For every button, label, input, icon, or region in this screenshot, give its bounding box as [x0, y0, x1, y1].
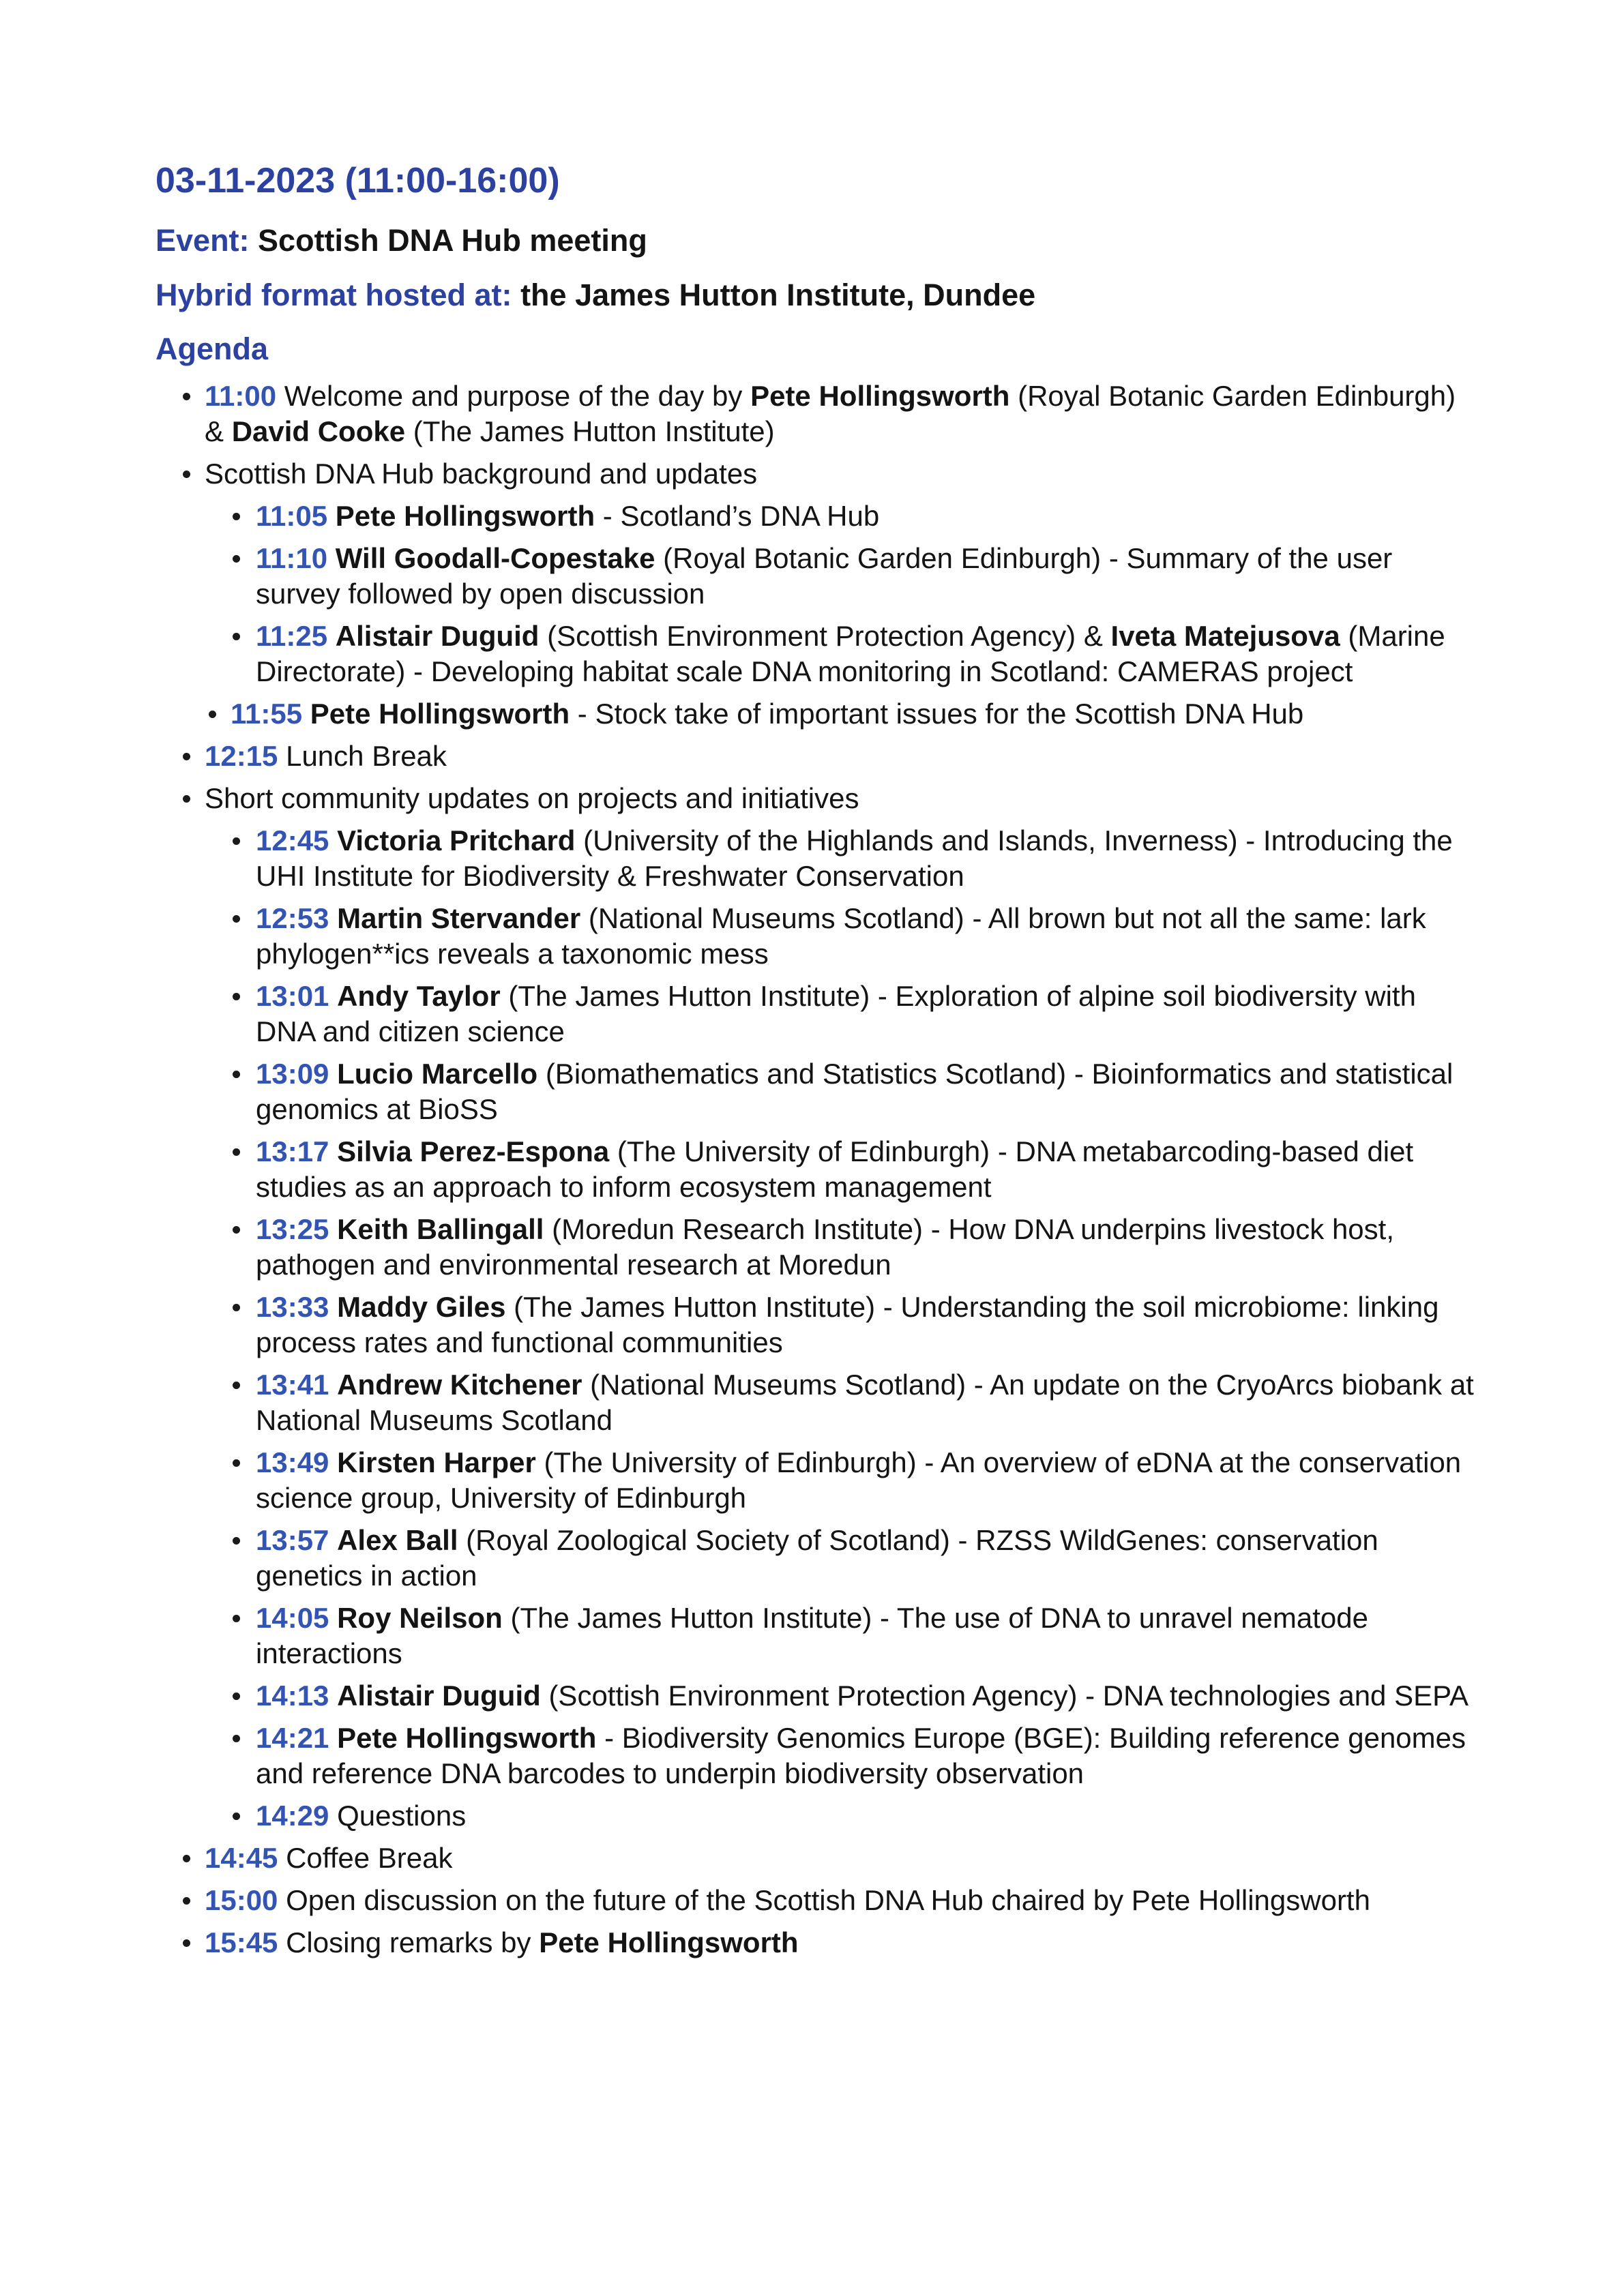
agenda-item-text	[256, 902, 1426, 970]
agenda-text: (Moredun Research Institute) - How DNA underpins livestock host, pathogen and environmental research at Moredun	[256, 1212, 1394, 1281]
agenda-time-label: 11:25	[256, 619, 328, 652]
agenda-time-label: 13:01	[256, 979, 329, 1012]
agenda-text: - Stock take of important issues for the Scottish DNA Hub	[570, 697, 1304, 730]
agenda-item	[156, 1678, 1479, 1714]
agenda-item-text	[205, 458, 757, 490]
agenda-item	[156, 1925, 1479, 1960]
agenda-item	[156, 541, 1479, 612]
speaker-name: Pete Hollingsworth	[539, 1926, 799, 1958]
speaker-name: Andrew Kitchener	[337, 1368, 582, 1401]
agenda-time-label: 11:10	[256, 541, 328, 574]
agenda-item	[156, 1289, 1479, 1360]
event-value: Scottish DNA Hub meeting	[258, 223, 647, 258]
bullet-icon	[209, 711, 216, 718]
agenda-item-text	[205, 1842, 452, 1874]
agenda-item-text	[256, 1213, 1394, 1281]
agenda-text: Coffee Break	[278, 1841, 453, 1874]
bullet-icon	[233, 1459, 240, 1467]
agenda-text	[329, 1135, 337, 1167]
agenda-item-text	[256, 1135, 1413, 1203]
speaker-name: Victoria Pritchard	[337, 824, 576, 856]
agenda-item	[156, 1445, 1479, 1516]
agenda-text	[329, 1291, 337, 1323]
agenda-item	[156, 456, 1479, 492]
agenda-time-label: 13:41	[256, 1368, 329, 1401]
agenda-text: (Royal Botanic Garden Edinburgh) - Summary of the user survey followed by open discussion	[256, 541, 1393, 610]
agenda-text: (The James Hutton Institute) - Exploration of alpine soil biodiversity with DNA and citizen science	[256, 979, 1416, 1047]
bullet-icon	[233, 1735, 240, 1742]
agenda-time-label: 14:45	[205, 1841, 278, 1874]
agenda-text: (The University of Edinburgh) - DNA metabarcoding-based diet studies as an approach to inform ecosystem management	[256, 1135, 1414, 1203]
agenda-item	[156, 1212, 1479, 1283]
bullet-icon	[183, 1939, 190, 1947]
agenda-item-text	[256, 1722, 1466, 1789]
agenda-text: Short community updates on projects and initiatives	[205, 781, 859, 814]
agenda-time-label: 14:29	[256, 1799, 329, 1832]
agenda-item-text	[256, 1058, 1453, 1125]
agenda-list	[156, 378, 1479, 1960]
agenda-text: Lunch Break	[278, 739, 447, 772]
agenda-time-label: 12:53	[256, 901, 329, 934]
agenda-item	[156, 378, 1479, 449]
agenda-text: (Biomathematics and Statistics Scotland) - Bioinformatics and statistical genomics at BioSS	[256, 1057, 1453, 1125]
speaker-name: Martin Stervander	[337, 901, 581, 934]
speaker-name: Pete Hollingsworth	[335, 499, 595, 532]
agenda-text: (The James Hutton Institute)	[405, 415, 775, 447]
agenda-item	[156, 696, 1479, 732]
speaker-name: Maddy Giles	[337, 1290, 506, 1323]
speaker-name: Silvia Perez-Espona	[337, 1135, 610, 1167]
agenda-time-label: 15:00	[205, 1883, 278, 1916]
bullet-icon	[233, 1148, 240, 1156]
agenda-text	[329, 980, 337, 1012]
speaker-name: Will Goodall-Copestake	[335, 541, 655, 574]
agenda-item-text	[256, 1800, 466, 1832]
agenda-text	[329, 1722, 337, 1754]
agenda-item	[156, 1720, 1479, 1791]
speaker-name: Keith Ballingall	[337, 1212, 544, 1245]
bullet-icon	[233, 555, 240, 563]
hosted-label: Hybrid format hosted at:	[156, 277, 512, 312]
event-line	[156, 224, 1479, 258]
agenda-time-label: 11:05	[256, 499, 328, 532]
agenda-heading: Agenda	[156, 331, 269, 367]
agenda-item	[156, 1367, 1479, 1438]
agenda-time-label: 12:45	[256, 824, 329, 856]
agenda-time-label: 14:21	[256, 1721, 329, 1754]
agenda-item	[156, 823, 1479, 894]
agenda-item-text	[256, 1524, 1378, 1592]
bullet-icon	[183, 753, 190, 760]
bullet-icon	[183, 1855, 190, 1862]
agenda-item	[156, 739, 1479, 774]
bullet-icon	[233, 1382, 240, 1389]
agenda-time-label: 13:17	[256, 1135, 329, 1167]
agenda-text: (Royal Zoological Society of Scotland) - RZSS WildGenes: conservation genetics in action	[256, 1523, 1378, 1592]
agenda-item-text	[256, 1291, 1438, 1358]
agenda-text	[327, 542, 336, 574]
agenda-text	[329, 1602, 337, 1634]
agenda-time-label: 12:15	[205, 739, 278, 772]
bullet-icon	[233, 915, 240, 923]
bullet-icon	[233, 1304, 240, 1311]
agenda-text: (Scottish Environment Protection Agency) &	[539, 619, 1111, 652]
agenda-text: Welcome and purpose of the day by	[276, 379, 751, 412]
agenda-item-text	[256, 824, 1453, 892]
agenda-text	[329, 824, 337, 856]
bullet-icon	[233, 1615, 240, 1622]
speaker-name: Andy Taylor	[337, 979, 501, 1012]
speaker-name: David Cooke	[231, 415, 406, 447]
agenda-time-label: 14:05	[256, 1601, 329, 1634]
agenda-item	[156, 1134, 1479, 1205]
agenda-item-text	[256, 980, 1416, 1047]
agenda-text	[329, 1680, 337, 1712]
agenda-text	[329, 1369, 337, 1401]
agenda-text: (National Museums Scotland) - All brown but not all the same: lark phylogen**ics reveals a taxonomic mess	[256, 901, 1426, 970]
agenda-text: (National Museums Scotland) - An update on the CryoArcs biobank at National Museums Scotland	[256, 1368, 1474, 1436]
bullet-icon	[233, 513, 240, 520]
speaker-name: Roy Neilson	[337, 1601, 503, 1634]
bullet-icon	[233, 1226, 240, 1234]
agenda-text	[327, 500, 336, 532]
bullet-icon	[183, 471, 190, 478]
agenda-item-text	[205, 1926, 799, 1958]
agenda-time-label: 11:55	[231, 697, 303, 730]
agenda-time-label: 13:25	[256, 1212, 329, 1245]
bullet-icon	[233, 1693, 240, 1700]
speaker-name: Pete Hollingsworth	[337, 1721, 597, 1754]
agenda-text	[329, 1446, 337, 1478]
agenda-time-label: 14:13	[256, 1679, 329, 1712]
bullet-icon	[183, 393, 190, 400]
bullet-icon	[233, 993, 240, 1000]
agenda-text: (Marine Directorate) - Developing habitat scale DNA monitoring in Scotland: CAMERAS project	[256, 619, 1445, 687]
bullet-icon	[233, 837, 240, 845]
agenda-item	[156, 1523, 1479, 1594]
agenda-item-text	[256, 1369, 1474, 1436]
agenda-item-text	[256, 1446, 1461, 1514]
agenda-text	[329, 1058, 337, 1090]
agenda-item-text	[205, 380, 1456, 447]
agenda-text	[329, 902, 337, 934]
agenda-item	[156, 979, 1479, 1049]
agenda-time-label: 11:00	[205, 379, 277, 412]
speaker-name: Kirsten Harper	[337, 1446, 536, 1478]
agenda-text: Scottish DNA Hub background and updates	[205, 457, 758, 490]
agenda-text	[302, 698, 310, 730]
speaker-name: Alex Ball	[337, 1523, 458, 1556]
agenda-item-text	[256, 620, 1445, 687]
agenda-item-text	[205, 1884, 1370, 1916]
agenda-item-text	[205, 740, 447, 772]
agenda-text: (The James Hutton Institute) - The use of DNA to unravel nematode interactions	[256, 1601, 1368, 1669]
agenda-text: (Royal Botanic Garden Edinburgh) &	[205, 379, 1456, 447]
hosted-line	[156, 278, 1479, 312]
agenda-time-label: 13:33	[256, 1290, 329, 1323]
agenda-text	[327, 620, 336, 652]
agenda-item-text	[256, 500, 879, 532]
event-label: Event:	[156, 223, 250, 258]
document-content	[156, 161, 1479, 1960]
agenda-time-label: 13:49	[256, 1446, 329, 1478]
agenda-text	[329, 1213, 337, 1245]
bullet-icon	[183, 795, 190, 803]
agenda-item-text	[205, 782, 859, 814]
bullet-icon	[233, 1813, 240, 1820]
speaker-name: Pete Hollingsworth	[310, 697, 570, 730]
speaker-name: Pete Hollingsworth	[750, 379, 1010, 412]
agenda-item	[156, 1883, 1479, 1918]
agenda-item	[156, 618, 1479, 689]
agenda-item	[156, 1056, 1479, 1127]
agenda-text: Questions	[329, 1799, 467, 1832]
agenda-text: - Biodiversity Genomics Europe (BGE): Building reference genomes and reference DNA barcodes to underpin biodiversity observation	[256, 1721, 1466, 1789]
agenda-text: Open discussion on the future of the Scottish DNA Hub chaired by Pete Hollingsworth	[278, 1883, 1370, 1916]
speaker-name: Alistair Duguid	[335, 619, 540, 652]
agenda-item-text	[231, 698, 1303, 730]
agenda-item	[156, 1600, 1479, 1671]
agenda-item-text	[256, 1680, 1468, 1712]
agenda-item	[156, 781, 1479, 816]
bullet-icon	[233, 633, 240, 640]
agenda-text: (The James Hutton Institute) - Understanding the soil microbiome: linking process rates and functional communities	[256, 1290, 1439, 1358]
agenda-item	[156, 1798, 1479, 1834]
agenda-item	[156, 901, 1479, 972]
agenda-text: (Scottish Environment Protection Agency) - DNA technologies and SEPA	[540, 1679, 1469, 1712]
agenda-time-label: 13:57	[256, 1523, 329, 1556]
document-date-title: 03-11-2023 (11:00-16:00)	[156, 161, 560, 200]
bullet-icon	[183, 1897, 190, 1905]
speaker-name: Iveta Matejusova	[1110, 619, 1340, 652]
bullet-icon	[233, 1071, 240, 1078]
agenda-text: Closing remarks by	[278, 1926, 540, 1958]
agenda-item-text	[256, 542, 1392, 610]
bullet-icon	[233, 1537, 240, 1545]
agenda-text	[329, 1524, 337, 1556]
hosted-value: the James Hutton Institute, Dundee	[520, 277, 1036, 312]
agenda-item	[156, 1840, 1479, 1876]
agenda-item	[156, 498, 1479, 534]
agenda-time-label: 15:45	[205, 1926, 278, 1958]
agenda-text: (University of the Highlands and Islands, Inverness) - Introducing the UHI Institute for Biodiversity & Freshwater Conservation	[256, 824, 1453, 892]
speaker-name: Alistair Duguid	[337, 1679, 541, 1712]
agenda-item-text	[256, 1602, 1368, 1669]
agenda-text: - Scotland’s DNA Hub	[595, 499, 880, 532]
speaker-name: Lucio Marcello	[337, 1057, 538, 1090]
agenda-time-label: 13:09	[256, 1057, 329, 1090]
agenda-text: (The University of Edinburgh) - An overview of eDNA at the conservation science group, University of Edinburgh	[256, 1446, 1462, 1514]
